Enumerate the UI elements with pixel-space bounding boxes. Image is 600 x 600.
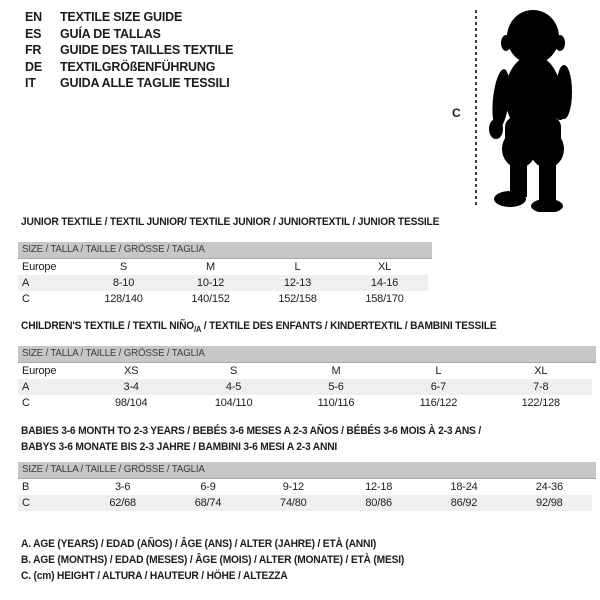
- table-row-europe: [18, 259, 428, 275]
- language-label: TEXTILE SIZE GUIDE: [60, 10, 183, 24]
- language-row-es: [25, 26, 233, 43]
- language-code: EN: [25, 10, 42, 24]
- table-cell: 62/68: [80, 495, 165, 511]
- table-cell: L: [294, 261, 301, 273]
- junior-size-table: [18, 259, 428, 307]
- table-cell: 86/92: [421, 495, 506, 511]
- table-cell: XL: [534, 365, 548, 377]
- table-cell: 4-5: [182, 379, 284, 395]
- babies-size-header-bar: SIZE / TALLA / TAILLE / GRÖSSE / TAGLIA: [18, 462, 596, 479]
- language-code: IT: [25, 76, 36, 90]
- junior-section-title: JUNIOR TEXTILE / TEXTIL JUNIOR/ TEXTILE JUNIOR / JUNIORTEXTIL / JUNIOR TESSILE: [21, 216, 440, 228]
- row-label: Europe: [22, 261, 57, 273]
- children-size-table: [18, 363, 592, 411]
- table-cell: 14-16: [341, 275, 428, 291]
- table-cell: XS: [124, 365, 139, 377]
- language-code: DE: [25, 59, 42, 74]
- row-label: C: [22, 397, 30, 409]
- footnote-height: C. (cm) HEIGHT / ALTURA / HAUTEUR / HÖHE / ALTEZZA: [21, 570, 288, 582]
- table-cell: 5-6: [285, 379, 387, 395]
- table-cell: 12-18: [365, 481, 393, 493]
- table-row-europe: [18, 363, 592, 379]
- height-measure-dashed-line: [475, 10, 477, 206]
- table-cell: 7-8: [490, 379, 592, 395]
- language-row-en: [25, 9, 233, 26]
- language-label: TEXTILGRÖßENFÜHRUNG: [60, 59, 216, 74]
- language-label: GUIDA ALLE TAGLIE TESSILI: [60, 76, 230, 90]
- table-cell: 3-4: [80, 379, 182, 395]
- table-cell: 140/152: [191, 293, 230, 305]
- row-label: A: [18, 275, 80, 291]
- row-label: B: [22, 481, 30, 493]
- table-cell: 24-36: [535, 481, 563, 493]
- table-cell: 110/116: [317, 397, 355, 409]
- language-row-fr: [25, 42, 233, 59]
- table-cell: 116/122: [419, 397, 458, 409]
- language-code: ES: [25, 26, 42, 41]
- table-cell: 68/74: [165, 495, 250, 511]
- language-label: GUIDE DES TAILLES TEXTILE: [60, 43, 234, 57]
- table-cell: S: [230, 365, 238, 377]
- table-cell: L: [435, 365, 442, 377]
- table-cell: 18-24: [450, 481, 478, 493]
- children-size-header-bar: SIZE / TALLA / TAILLE / GRÖSSE / TAGLIA: [18, 346, 596, 363]
- height-measure-label: C: [452, 106, 461, 120]
- row-label: Europe: [22, 365, 57, 377]
- row-label: A: [18, 379, 80, 395]
- table-cell: 104/110: [214, 397, 253, 409]
- table-cell: 3-6: [115, 481, 131, 493]
- table-row-age: [18, 379, 592, 395]
- table-cell: S: [119, 261, 128, 273]
- table-cell: 152/158: [278, 293, 317, 305]
- language-list: [25, 9, 233, 92]
- table-cell: 10-12: [167, 275, 254, 291]
- junior-size-header-bar: SIZE / TALLA / TAILLE / GRÖSSE / TAGLIA: [18, 242, 432, 259]
- table-cell: 122/128: [521, 397, 560, 409]
- table-row-height: [18, 495, 592, 511]
- table-cell: XL: [377, 261, 392, 273]
- table-cell: 92/98: [507, 495, 592, 511]
- babies-section-title: BABIES 3-6 MONTH TO 2-3 YEARS / BEBÉS 3-6 MESES A 2-3 AÑOS / BÉBÉS 3-6 MOIS À 2-3 ANS / BABYS 3-6 MONATE BIS 2-3 JAHRE / BAMBINI 3-6 MESI A 2-3 ANNI: [21, 425, 482, 453]
- table-cell: 9-12: [282, 481, 304, 493]
- footnotes: [21, 536, 433, 584]
- language-label: GUÍA DE TALLAS: [60, 26, 161, 41]
- table-cell: 6-7: [387, 379, 489, 395]
- babies-size-table: [18, 479, 592, 511]
- language-row-it: [25, 75, 233, 92]
- language-code: FR: [25, 43, 42, 57]
- table-cell: 8-10: [80, 275, 167, 291]
- table-cell: 128/140: [104, 293, 143, 305]
- footnote-age-years: A. AGE (YEARS) / EDAD (AÑOS) / ÂGE (ANS) / ALTER (JAHRE) / ETÀ (ANNI): [21, 538, 377, 550]
- footnote-age-months: B. AGE (MONTHS) / EDAD (MESES) / ÂGE (MOIS) / ALTER (MONATE) / ETÀ (MESI): [21, 554, 405, 566]
- baby-silhouette-icon: [483, 7, 578, 212]
- table-cell: 12-13: [254, 275, 341, 291]
- table-row-height: [18, 395, 592, 411]
- table-row-age: [18, 275, 428, 291]
- language-row-de: [25, 59, 233, 76]
- table-cell: 98/104: [114, 397, 148, 409]
- table-cell: 6-9: [200, 481, 216, 493]
- table-cell: 158/170: [365, 293, 404, 305]
- row-label: C: [22, 293, 30, 305]
- table-row-height: [18, 291, 428, 307]
- row-label: C: [18, 495, 80, 511]
- children-section-title: CHILDREN'S TEXTILE / TEXTIL $NIÑO_{/A}$ / TEXTILE DES ENFANTS / KINDERTEXTIL / BAMBINI TESSILE: [21, 320, 497, 335]
- table-cell: 80/86: [336, 495, 421, 511]
- table-cell: M: [331, 365, 341, 377]
- table-row-age-months: [18, 479, 592, 495]
- table-cell: 74/80: [251, 495, 336, 511]
- table-cell: M: [206, 261, 215, 273]
